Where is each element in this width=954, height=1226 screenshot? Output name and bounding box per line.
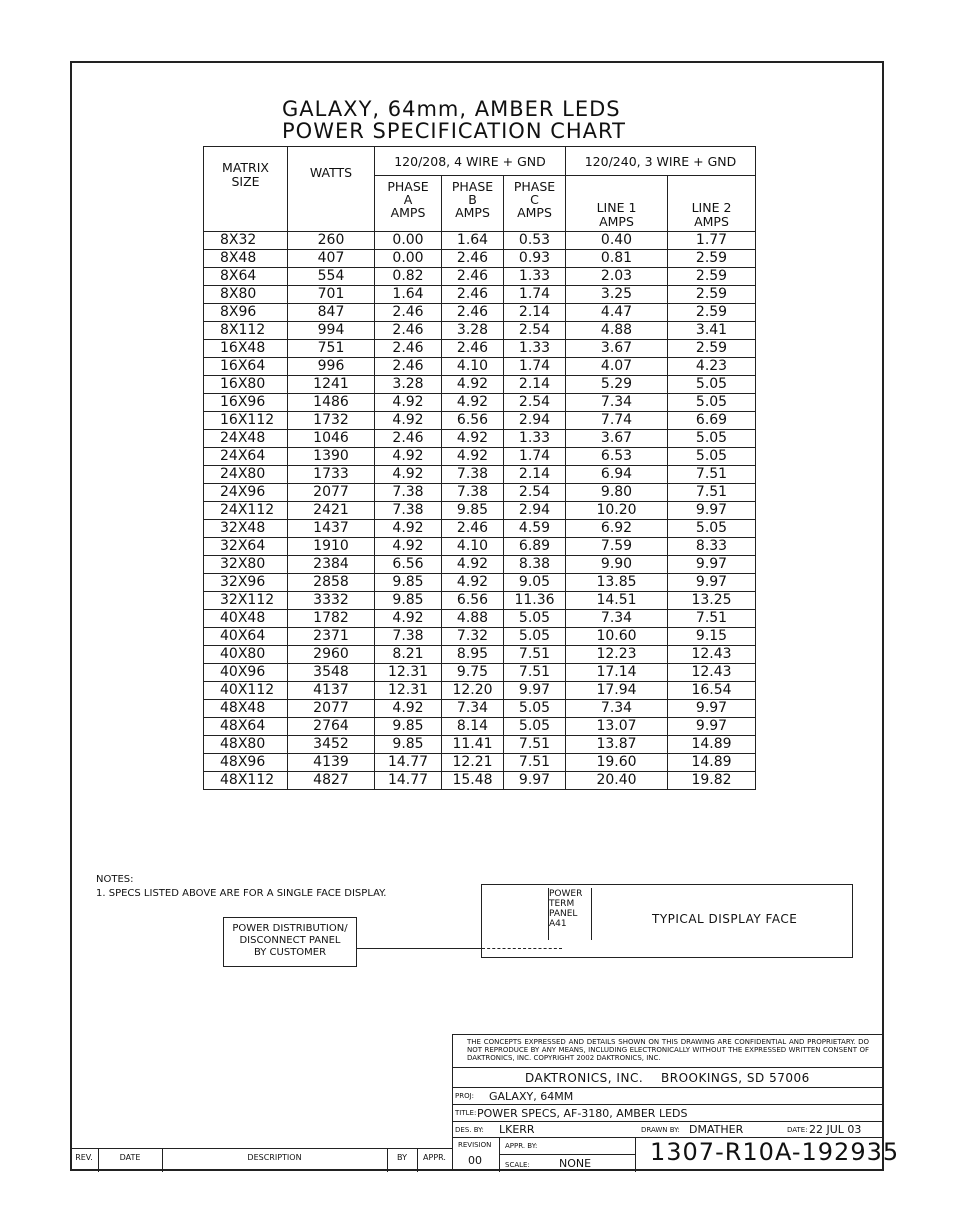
- value-cell: 12.21: [442, 754, 504, 772]
- line1-header: LINE 1 AMPS: [566, 176, 668, 232]
- group1-header: 120/208, 4 WIRE + GND: [375, 147, 566, 176]
- value-cell: 1.77: [668, 232, 756, 250]
- value-cell: 10.60: [566, 628, 668, 646]
- matrix-size-cell: 24X80: [204, 466, 288, 484]
- value-cell: 12.31: [375, 664, 442, 682]
- display-face-label: TYPICAL DISPLAY FACE: [652, 912, 798, 926]
- value-cell: 7.51: [668, 484, 756, 502]
- value-cell: 4139: [288, 754, 375, 772]
- value-cell: 0.82: [375, 268, 442, 286]
- value-cell: 12.43: [668, 664, 756, 682]
- value-cell: 5.05: [504, 700, 566, 718]
- matrix-size-cell: 16X96: [204, 394, 288, 412]
- value-cell: 7.59: [566, 538, 668, 556]
- matrix-size-cell: 32X48: [204, 520, 288, 538]
- project-value: GALAXY, 64MM: [489, 1090, 574, 1103]
- value-cell: 14.89: [668, 736, 756, 754]
- value-cell: 7.51: [668, 466, 756, 484]
- value-cell: 9.75: [442, 664, 504, 682]
- matrix-size-cell: 32X80: [204, 556, 288, 574]
- value-cell: 11.41: [442, 736, 504, 754]
- value-cell: 3.41: [668, 322, 756, 340]
- value-cell: 4.92: [375, 412, 442, 430]
- value-cell: 1.33: [504, 268, 566, 286]
- matrix-size-cell: 48X80: [204, 736, 288, 754]
- value-cell: 5.29: [566, 376, 668, 394]
- value-cell: 1241: [288, 376, 375, 394]
- value-cell: 4137: [288, 682, 375, 700]
- value-cell: 5.05: [504, 610, 566, 628]
- value-cell: 4.10: [442, 538, 504, 556]
- value-cell: 7.38: [375, 628, 442, 646]
- feed-line: [357, 948, 482, 949]
- appr-col: APPR.: [423, 1153, 446, 1162]
- value-cell: 4.92: [375, 700, 442, 718]
- value-cell: 4827: [288, 772, 375, 790]
- designer-row: DES. BY: LKERR DRAWN BY: DMATHER DATE: 22 JUL 03: [453, 1121, 883, 1138]
- value-cell: 20.40: [566, 772, 668, 790]
- notes-heading: NOTES:: [96, 874, 134, 885]
- value-cell: 2.46: [375, 322, 442, 340]
- phase-c-header: PHASE C AMPS: [504, 176, 566, 232]
- value-cell: 1486: [288, 394, 375, 412]
- table-row: [204, 340, 756, 358]
- value-cell: 6.94: [566, 466, 668, 484]
- by-col: BY: [387, 1149, 418, 1172]
- value-cell: 4.92: [442, 574, 504, 592]
- value-cell: 1437: [288, 520, 375, 538]
- matrix-size-cell: 40X96: [204, 664, 288, 682]
- value-cell: 16.54: [668, 682, 756, 700]
- value-cell: 7.74: [566, 412, 668, 430]
- value-cell: 2.59: [668, 268, 756, 286]
- matrix-size-cell: 48X96: [204, 754, 288, 772]
- value-cell: 2.46: [375, 304, 442, 322]
- value-cell: 2421: [288, 502, 375, 520]
- matrix-size-cell: 32X112: [204, 592, 288, 610]
- value-cell: 2764: [288, 718, 375, 736]
- notes: [96, 873, 386, 901]
- value-cell: 2960: [288, 646, 375, 664]
- value-cell: 9.97: [504, 772, 566, 790]
- description-col: DESCRIPTION: [162, 1149, 388, 1172]
- table-row: [204, 682, 756, 700]
- matrix-size-cell: 16X80: [204, 376, 288, 394]
- value-cell: 847: [288, 304, 375, 322]
- table-row: [204, 358, 756, 376]
- company-row: [453, 1067, 883, 1088]
- value-cell: 8.38: [504, 556, 566, 574]
- value-cell: 3.25: [566, 286, 668, 304]
- value-cell: 12.20: [442, 682, 504, 700]
- table-row: [204, 502, 756, 520]
- table-row: [204, 520, 756, 538]
- value-cell: 9.85: [375, 574, 442, 592]
- value-cell: 9.97: [668, 700, 756, 718]
- value-cell: 6.56: [442, 412, 504, 430]
- matrix-size-cell: 16X64: [204, 358, 288, 376]
- table-row: [204, 574, 756, 592]
- value-cell: 7.38: [375, 502, 442, 520]
- value-cell: 14.77: [375, 754, 442, 772]
- value-cell: 7.51: [504, 754, 566, 772]
- drawing-title-row: TITLE: POWER SPECS, AF-3180, AMBER LEDS: [453, 1104, 883, 1122]
- value-cell: 2.46: [442, 268, 504, 286]
- value-cell: 2.46: [375, 340, 442, 358]
- value-cell: 4.92: [442, 556, 504, 574]
- value-cell: 4.59: [504, 520, 566, 538]
- value-cell: 2.14: [504, 304, 566, 322]
- chart-title-line1: GALAXY, 64mm, AMBER LEDS: [282, 97, 621, 121]
- table-row: [204, 466, 756, 484]
- table-row: [204, 412, 756, 430]
- power-spec-rows: [204, 232, 756, 790]
- table-row: [204, 718, 756, 736]
- matrix-size-cell: 24X112: [204, 502, 288, 520]
- value-cell: 7.51: [504, 664, 566, 682]
- matrix-size-cell: 48X112: [204, 772, 288, 790]
- table-row: [204, 772, 756, 790]
- value-cell: 5.05: [668, 448, 756, 466]
- value-cell: 1.33: [504, 340, 566, 358]
- table-row: [204, 736, 756, 754]
- value-cell: 7.34: [442, 700, 504, 718]
- value-cell: 3452: [288, 736, 375, 754]
- date-value: 22 JUL 03: [809, 1123, 862, 1136]
- value-cell: 0.00: [375, 232, 442, 250]
- table-row: [204, 556, 756, 574]
- value-cell: 2.94: [504, 502, 566, 520]
- value-cell: 14.51: [566, 592, 668, 610]
- scale-value: NONE: [559, 1157, 592, 1170]
- matrix-size-cell: 40X48: [204, 610, 288, 628]
- value-cell: 0.81: [566, 250, 668, 268]
- table-row: [204, 628, 756, 646]
- matrix-size-cell: 40X80: [204, 646, 288, 664]
- table-row: [204, 430, 756, 448]
- matrix-size-cell: 8X80: [204, 286, 288, 304]
- project-row: PROJ: GALAXY, 64MM: [453, 1087, 883, 1105]
- value-cell: 751: [288, 340, 375, 358]
- table-row: [204, 664, 756, 682]
- value-cell: 4.92: [375, 538, 442, 556]
- value-cell: 0.40: [566, 232, 668, 250]
- value-cell: 3.67: [566, 430, 668, 448]
- chart-title: [282, 98, 626, 142]
- value-cell: 3.28: [375, 376, 442, 394]
- value-cell: 7.38: [442, 484, 504, 502]
- value-cell: 2384: [288, 556, 375, 574]
- value-cell: 7.34: [566, 700, 668, 718]
- value-cell: 1.74: [504, 448, 566, 466]
- value-cell: 4.92: [442, 448, 504, 466]
- matrix-size-cell: 32X96: [204, 574, 288, 592]
- value-cell: 2.14: [504, 466, 566, 484]
- table-row: [204, 394, 756, 412]
- value-cell: 10.20: [566, 502, 668, 520]
- date-col: DATE: [98, 1149, 163, 1172]
- value-cell: 2.59: [668, 340, 756, 358]
- table-row: [204, 448, 756, 466]
- matrix-size-cell: 24X48: [204, 430, 288, 448]
- value-cell: 3332: [288, 592, 375, 610]
- chart-title-line2: POWER SPECIFICATION CHART: [282, 119, 626, 143]
- value-cell: 407: [288, 250, 375, 268]
- value-cell: 2.59: [668, 286, 756, 304]
- value-cell: 6.92: [566, 520, 668, 538]
- value-cell: 12.31: [375, 682, 442, 700]
- feed-dash-line: [482, 948, 562, 949]
- matrix-size-cell: 40X112: [204, 682, 288, 700]
- value-cell: 7.38: [375, 484, 442, 502]
- value-cell: 14.89: [668, 754, 756, 772]
- value-cell: 4.92: [375, 448, 442, 466]
- value-cell: 19.60: [566, 754, 668, 772]
- matrix-size-cell: 24X96: [204, 484, 288, 502]
- value-cell: 9.85: [375, 718, 442, 736]
- confidential-notice: THE CONCEPTS EXPRESSED AND DETAILS SHOWN ON THIS DRAWING ARE CONFIDENTIAL AND PROPRIETARY. DO NOT REPRODUCE BY ANY MEANS, INCLUDING ELECTRONICALLY WITHOUT THE EXPRESSED WRITTEN CONSENT OF DAKTRONICS, INC. COPYRIGHT 2002 DAKTRONICS, INC.: [467, 1038, 869, 1062]
- table-row: [204, 322, 756, 340]
- value-cell: 6.53: [566, 448, 668, 466]
- matrix-size-cell: 16X112: [204, 412, 288, 430]
- value-cell: 13.85: [566, 574, 668, 592]
- table-row: [204, 484, 756, 502]
- value-cell: 1046: [288, 430, 375, 448]
- value-cell: 554: [288, 268, 375, 286]
- value-cell: 3.28: [442, 322, 504, 340]
- value-cell: 701: [288, 286, 375, 304]
- value-cell: 5.05: [668, 376, 756, 394]
- table-row: [204, 754, 756, 772]
- matrix-size-cell: 24X64: [204, 448, 288, 466]
- value-cell: 2.54: [504, 394, 566, 412]
- term-panel-outline: [548, 888, 592, 940]
- value-cell: 9.80: [566, 484, 668, 502]
- value-cell: 8.33: [668, 538, 756, 556]
- value-cell: 0.00: [375, 250, 442, 268]
- power-distribution-panel: POWER DISTRIBUTION/ DISCONNECT PANEL BY CUSTOMER: [223, 917, 357, 967]
- value-cell: 9.97: [668, 574, 756, 592]
- value-cell: 1.74: [504, 358, 566, 376]
- value-cell: 1.64: [375, 286, 442, 304]
- value-cell: 19.82: [668, 772, 756, 790]
- watts-header: WATTS: [288, 147, 375, 232]
- value-cell: 2.59: [668, 304, 756, 322]
- value-cell: 6.56: [375, 556, 442, 574]
- matrix-size-cell: 16X48: [204, 340, 288, 358]
- value-cell: 996: [288, 358, 375, 376]
- value-cell: 4.47: [566, 304, 668, 322]
- value-cell: 12.23: [566, 646, 668, 664]
- value-cell: 15.48: [442, 772, 504, 790]
- table-row: [204, 646, 756, 664]
- matrix-size-cell: 8X96: [204, 304, 288, 322]
- value-cell: 4.92: [442, 430, 504, 448]
- value-cell: 7.51: [668, 610, 756, 628]
- table-row: [204, 304, 756, 322]
- matrix-size-header: MATRIX SIZE: [204, 147, 288, 232]
- value-cell: 1.33: [504, 430, 566, 448]
- phase-b-header: PHASE B AMPS: [442, 176, 504, 232]
- value-cell: 2.46: [442, 286, 504, 304]
- value-cell: 8.21: [375, 646, 442, 664]
- matrix-size-cell: 48X48: [204, 700, 288, 718]
- value-cell: 7.34: [566, 394, 668, 412]
- value-cell: 13.25: [668, 592, 756, 610]
- value-cell: 2.46: [442, 340, 504, 358]
- value-cell: 6.89: [504, 538, 566, 556]
- value-cell: 12.43: [668, 646, 756, 664]
- phase-a-header: PHASE A AMPS: [375, 176, 442, 232]
- value-cell: 1910: [288, 538, 375, 556]
- value-cell: 1733: [288, 466, 375, 484]
- value-cell: 4.10: [442, 358, 504, 376]
- rev-col: REV.: [70, 1149, 99, 1172]
- value-cell: 1732: [288, 412, 375, 430]
- value-cell: 6.56: [442, 592, 504, 610]
- value-cell: 4.92: [442, 376, 504, 394]
- value-cell: 2.46: [442, 520, 504, 538]
- value-cell: 2.46: [442, 304, 504, 322]
- drawn-by-value: DMATHER: [689, 1123, 744, 1136]
- value-cell: 9.97: [668, 556, 756, 574]
- value-cell: 2077: [288, 484, 375, 502]
- value-cell: 5.05: [668, 394, 756, 412]
- value-cell: 2858: [288, 574, 375, 592]
- value-cell: 2.94: [504, 412, 566, 430]
- value-cell: 17.94: [566, 682, 668, 700]
- value-cell: 7.38: [442, 466, 504, 484]
- revision-value: 00: [468, 1154, 482, 1167]
- value-cell: 9.15: [668, 628, 756, 646]
- value-cell: 5.05: [504, 628, 566, 646]
- matrix-size-cell: 8X48: [204, 250, 288, 268]
- value-cell: 0.53: [504, 232, 566, 250]
- table-row: [204, 610, 756, 628]
- value-cell: 8.14: [442, 718, 504, 736]
- value-cell: 2.46: [375, 430, 442, 448]
- value-cell: 13.87: [566, 736, 668, 754]
- table-row: [204, 232, 756, 250]
- power-spec-table: [203, 146, 756, 790]
- value-cell: 1.74: [504, 286, 566, 304]
- table-row: [204, 286, 756, 304]
- value-cell: 1390: [288, 448, 375, 466]
- value-cell: 9.85: [442, 502, 504, 520]
- value-cell: 994: [288, 322, 375, 340]
- value-cell: 7.51: [504, 646, 566, 664]
- value-cell: 2.46: [442, 250, 504, 268]
- value-cell: 2371: [288, 628, 375, 646]
- value-cell: 2.59: [668, 250, 756, 268]
- value-cell: 4.88: [442, 610, 504, 628]
- value-cell: 260: [288, 232, 375, 250]
- value-cell: 2.03: [566, 268, 668, 286]
- value-cell: 4.07: [566, 358, 668, 376]
- line2-header: LINE 2 AMPS: [668, 176, 756, 232]
- value-cell: 5.05: [668, 520, 756, 538]
- table-row: [204, 538, 756, 556]
- value-cell: 9.97: [668, 502, 756, 520]
- designer-value: LKERR: [499, 1123, 535, 1136]
- matrix-size-cell: 8X112: [204, 322, 288, 340]
- table-row: [204, 592, 756, 610]
- value-cell: 2.14: [504, 376, 566, 394]
- value-cell: 2.46: [375, 358, 442, 376]
- value-cell: 4.23: [668, 358, 756, 376]
- matrix-size-cell: 8X32: [204, 232, 288, 250]
- value-cell: 3.67: [566, 340, 668, 358]
- drawing-title-value: POWER SPECS, AF-3180, AMBER LEDS: [477, 1107, 688, 1120]
- value-cell: 9.97: [668, 718, 756, 736]
- value-cell: 7.34: [566, 610, 668, 628]
- value-cell: 4.92: [375, 394, 442, 412]
- value-cell: 3548: [288, 664, 375, 682]
- value-cell: 11.36: [504, 592, 566, 610]
- note-1: 1. SPECS LISTED ABOVE ARE FOR A SINGLE FACE DISPLAY.: [96, 888, 387, 899]
- value-cell: 9.85: [375, 736, 442, 754]
- value-cell: 4.92: [375, 610, 442, 628]
- value-cell: 13.07: [566, 718, 668, 736]
- value-cell: 9.85: [375, 592, 442, 610]
- table-row: [204, 268, 756, 286]
- value-cell: 9.05: [504, 574, 566, 592]
- value-cell: 0.93: [504, 250, 566, 268]
- value-cell: 14.77: [375, 772, 442, 790]
- value-cell: 5.05: [668, 430, 756, 448]
- value-cell: 7.51: [504, 736, 566, 754]
- matrix-size-cell: 32X64: [204, 538, 288, 556]
- value-cell: 1.64: [442, 232, 504, 250]
- value-cell: 4.92: [375, 466, 442, 484]
- value-cell: 2.54: [504, 484, 566, 502]
- value-cell: 4.92: [442, 394, 504, 412]
- matrix-size-cell: 8X64: [204, 268, 288, 286]
- value-cell: 2077: [288, 700, 375, 718]
- revision-bar: [70, 1148, 452, 1172]
- value-cell: 5.05: [504, 718, 566, 736]
- company-name: DAKTRONICS, INC.: [525, 1071, 644, 1085]
- table-row: [204, 250, 756, 268]
- value-cell: 4.92: [375, 520, 442, 538]
- value-cell: 9.90: [566, 556, 668, 574]
- power-term-panel: POWER TERM PANEL A41: [549, 889, 583, 929]
- value-cell: 1782: [288, 610, 375, 628]
- drawing-number: 1307-R10A-192935: [650, 1138, 900, 1166]
- value-cell: 9.97: [504, 682, 566, 700]
- value-cell: 6.69: [668, 412, 756, 430]
- revision-row: REVISION 00 APPR. BY: SCALE: NONE: [453, 1137, 883, 1172]
- group2-header: 120/240, 3 WIRE + GND: [566, 147, 756, 176]
- table-row: [204, 700, 756, 718]
- table-row: [204, 376, 756, 394]
- matrix-size-cell: 40X64: [204, 628, 288, 646]
- value-cell: 4.88: [566, 322, 668, 340]
- value-cell: 17.14: [566, 664, 668, 682]
- value-cell: 8.95: [442, 646, 504, 664]
- company-location: BROOKINGS, SD 57006: [661, 1071, 810, 1085]
- matrix-size-cell: 48X64: [204, 718, 288, 736]
- value-cell: 2.54: [504, 322, 566, 340]
- value-cell: 7.32: [442, 628, 504, 646]
